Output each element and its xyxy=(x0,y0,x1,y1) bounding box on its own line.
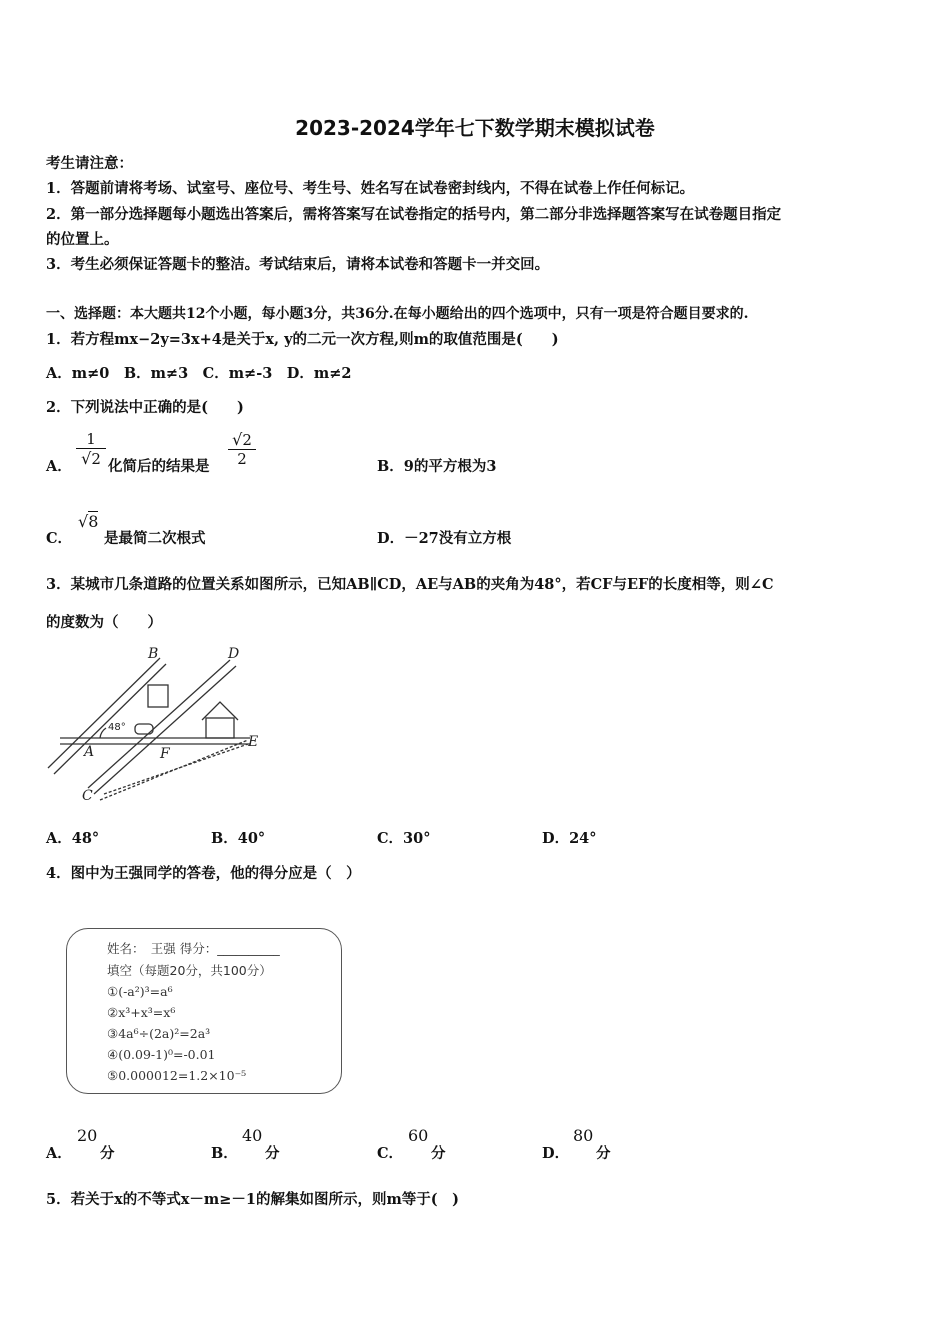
q3-road-figure xyxy=(40,640,280,810)
q4-option-c-label: C． xyxy=(377,1145,404,1162)
q4-option-d-value: 80 xyxy=(573,1126,594,1145)
q4-option-d-unit: 分 xyxy=(596,1145,611,1162)
q2-a-result-denominator: 2 xyxy=(228,449,256,468)
q2-a-result-numerator: 2 xyxy=(242,431,252,449)
q2-a-numerator: 1 xyxy=(86,430,96,448)
fig-label-f: F xyxy=(160,746,170,762)
q2-c-radical: √8 xyxy=(78,512,99,531)
sheet-item-5: ⑤0.000012=1.2×10⁻⁵ xyxy=(107,1068,247,1083)
fig-label-a: A xyxy=(84,744,95,760)
q4-option-a-value: 20 xyxy=(77,1126,98,1145)
q2-a-fraction: $\frac{1}{√2}$ xyxy=(76,430,106,468)
q4-option-b-value: 40 xyxy=(242,1126,263,1145)
q4-stem: 4．图中为王强同学的答卷，他的得分应是（ ） xyxy=(46,865,361,882)
fig-label-d: D xyxy=(228,646,240,662)
notice-line-1: 1．答题前请将考场、试室号、座位号、考生号、姓名写在试卷密封线内，不得在试卷上作任何标记。 xyxy=(46,180,695,197)
q2-option-a-label: A． xyxy=(46,458,72,475)
q4-option-b-label: B． xyxy=(211,1145,238,1162)
q4-option-c-value: 60 xyxy=(408,1126,429,1145)
q3-option-d: D．24° xyxy=(542,830,597,847)
fig-label-c: C xyxy=(82,788,93,804)
q2-a-result-fraction: $\frac{√2}{2}$ xyxy=(228,430,256,468)
q2-option-d: D．－27没有立方根 xyxy=(377,530,512,547)
notice-line-2-cont: 的位置上。 xyxy=(46,231,119,248)
q3-stem-line2: 的度数为（ ） xyxy=(46,614,162,631)
sheet-line-fill: 填空（每题20分，共100分） xyxy=(107,963,272,978)
q4-option-c-unit: 分 xyxy=(431,1145,446,1162)
q2-stem: 2．下列说法中正确的是( ) xyxy=(46,399,244,416)
section-heading: 一、选择题：本大题共12个小题，每小题3分，共36分.在每小题给出的四个选项中，只有一项是符合题目要求的. xyxy=(46,306,749,322)
sheet-item-3: ③4a⁶÷(2a)²=2a³ xyxy=(107,1026,211,1041)
q4-option-d-label: D． xyxy=(542,1145,570,1162)
q3-option-c: C．30° xyxy=(377,830,431,847)
notice-line-3: 3．考生必须保证答题卡的整洁。考试结束后，请将本试卷和答题卡一并交回。 xyxy=(46,256,550,273)
page-title: 2023-2024学年七下数学期末模拟试卷 xyxy=(295,116,655,140)
q4-answer-sheet xyxy=(66,928,342,1094)
fig-label-e: E xyxy=(248,734,259,750)
q2-c-radicand: 8 xyxy=(88,512,99,531)
q1-stem: 1．若方程mx−2y=3x+4是关于x, y的二元一次方程,则m的取值范围是( ) xyxy=(46,331,559,348)
notice-heading: 考生请注意： xyxy=(46,155,133,172)
q4-option-a-label: A． xyxy=(46,1145,72,1162)
sheet-line-name: 姓名： 王强 得分：__________ xyxy=(107,941,280,956)
q3-option-b: B．40° xyxy=(211,830,266,847)
q2-a-text: 化简后的结果是 xyxy=(108,458,210,475)
q2-option-b: B．9的平方根为3 xyxy=(377,458,497,475)
q1-options: A．m≠0 B．m≠3 C．m≠-3 D．m≠2 xyxy=(46,365,352,382)
sheet-item-4: ④(0.09-1)⁰=-0.01 xyxy=(107,1047,216,1062)
q3-option-a: A．48° xyxy=(46,830,100,847)
notice-line-2: 2．第一部分选择题每小题选出答案后，需将答案写在试卷指定的括号内，第二部分非选择题答案写在试卷题目指定 xyxy=(46,206,782,223)
fig-angle-label: 48° xyxy=(108,722,126,733)
q5-stem: 5．若关于x的不等式x－m≥－1的解集如图所示，则m等于( ) xyxy=(46,1191,460,1208)
q2-a-denominator: 2 xyxy=(91,450,101,468)
q4-option-b-unit: 分 xyxy=(265,1145,280,1162)
sheet-item-2: ②x³+x³=x⁶ xyxy=(107,1005,176,1020)
sheet-item-1: ①(-a²)³=a⁶ xyxy=(107,984,173,999)
q2-option-c-label: C． xyxy=(46,530,73,547)
q4-option-a-unit: 分 xyxy=(100,1145,115,1162)
fig-label-b: B xyxy=(148,646,159,662)
q2-c-text: 是最简二次根式 xyxy=(104,530,206,547)
q3-stem-line1: 3．某城市几条道路的位置关系如图所示，已知AB∥CD，AE与AB的夹角为48°，若CF与EF的长度相等，则∠C xyxy=(46,576,774,593)
